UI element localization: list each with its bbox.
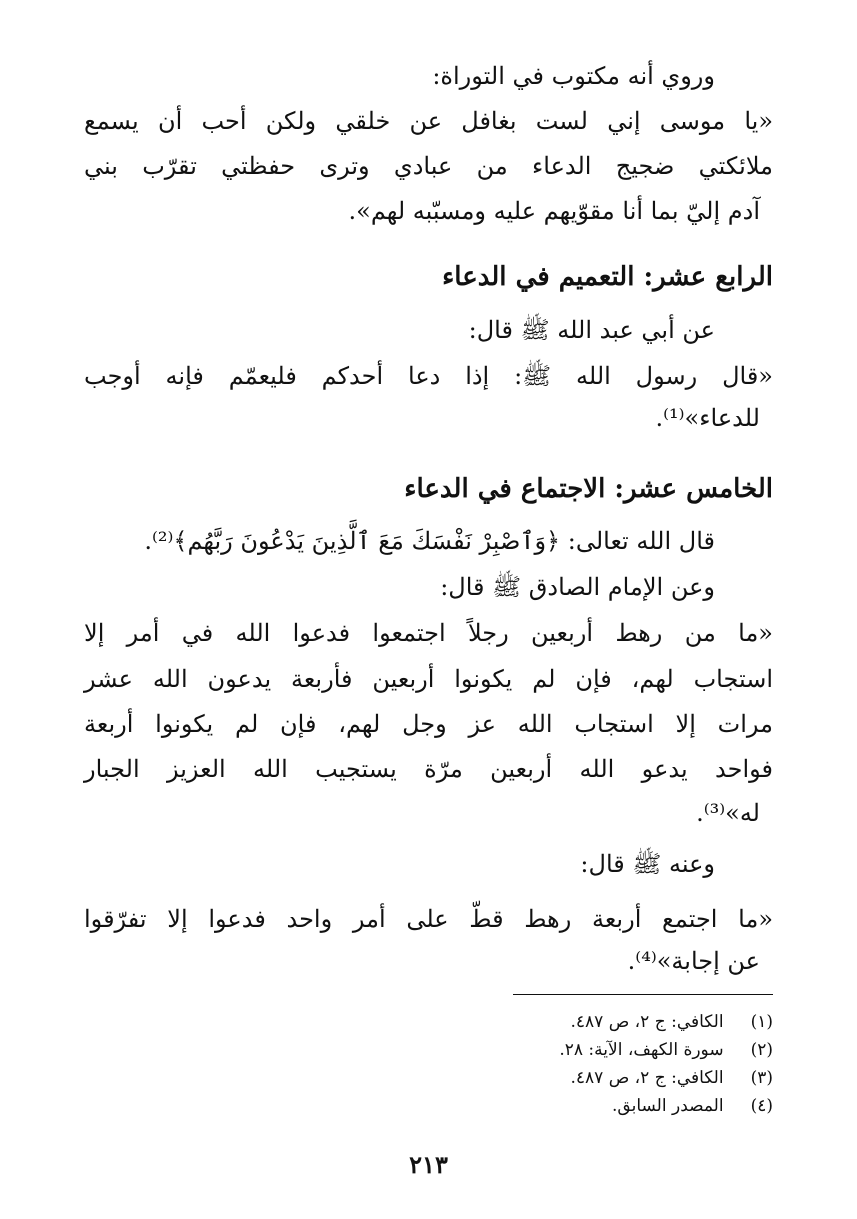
- quote-line: للدعاء»⁽¹⁾.: [655, 404, 760, 432]
- quote-line: آدم إليّ بما أنا مقوّيهم عليه ومسبّبه لهم».: [348, 197, 760, 225]
- footnote-separator: [513, 994, 773, 995]
- quote-line: استجاب لهم، فإن لم يكونوا أربعين فأربعة يدعون الله عشر: [84, 665, 774, 693]
- quote-line: له»⁽³⁾.: [696, 799, 760, 827]
- footnote-text: الكافي: ج ٢، ص ٤٨٧.: [570, 1012, 724, 1032]
- footnote-text: سورة الكهف، الآية: ٢٨.: [559, 1040, 724, 1060]
- quote-line: مرات إلا استجاب الله عز وجل لهم، فإن لم يكونوا أربعة: [84, 710, 773, 738]
- quote-line: «قال رسول الله ﷺ: إذا دعا أحدكم فليعمّم فإنه أوجب: [84, 362, 773, 390]
- footnote-number: (٤): [750, 1096, 773, 1116]
- footnote-3: [571, 1064, 774, 1092]
- footnote-text: المصدر السابق.: [612, 1096, 724, 1116]
- quran-verse-line: قال الله تعالى: ﴿وَٱصْبِرْ نَفْسَكَ مَعَ ٱلَّذِينَ يَدْعُونَ رَبَّهُم﴾⁽²⁾.: [144, 527, 715, 555]
- quote-line: ملائكتي ضجيج الدعاء من عبادي وترى حفظتي تقرّب بني: [84, 152, 773, 180]
- paragraph-intro: وعنه ﷺ قال:: [580, 850, 715, 878]
- page-number: ٢١٣: [409, 1150, 448, 1179]
- paragraph-intro-torah: وروي أنه مكتوب في التوراة:: [432, 62, 715, 90]
- footnote-4: [612, 1092, 773, 1120]
- footnote-2: [559, 1036, 773, 1064]
- quote-line: «يا موسى إني لست بغافل عن خلقي ولكن أحب أن يسمع: [84, 107, 773, 135]
- section-heading-15: الخامس عشر: الاجتماع في الدعاء: [404, 474, 773, 504]
- footnote-1: [571, 1008, 774, 1036]
- section-heading-14: الرابع عشر: التعميم في الدعاء: [442, 262, 773, 292]
- footnote-number: (٣): [750, 1068, 773, 1088]
- paragraph-intro: وعن الإمام الصادق ﷺ قال:: [440, 573, 715, 601]
- footnote-number: (١): [750, 1012, 773, 1032]
- quote-line: فواحد يدعو الله أربعين مرّة يستجيب الله العزيز الجبار: [84, 755, 773, 783]
- footnote-number: (٢): [750, 1040, 773, 1060]
- quote-line: «ما اجتمع أربعة رهط قطّ على أمر واحد فدعوا إلا تفرّقوا: [84, 905, 773, 933]
- quote-line: عن إجابة»⁽⁴⁾.: [627, 947, 760, 975]
- quote-line: «ما من رهط أربعين رجلاً اجتمعوا فدعوا الله في أمر إلا: [84, 619, 773, 647]
- paragraph-intro: عن أبي عبد الله ﷺ قال:: [468, 316, 715, 344]
- footnote-text: الكافي: ج ٢، ص ٤٨٧.: [570, 1068, 724, 1088]
